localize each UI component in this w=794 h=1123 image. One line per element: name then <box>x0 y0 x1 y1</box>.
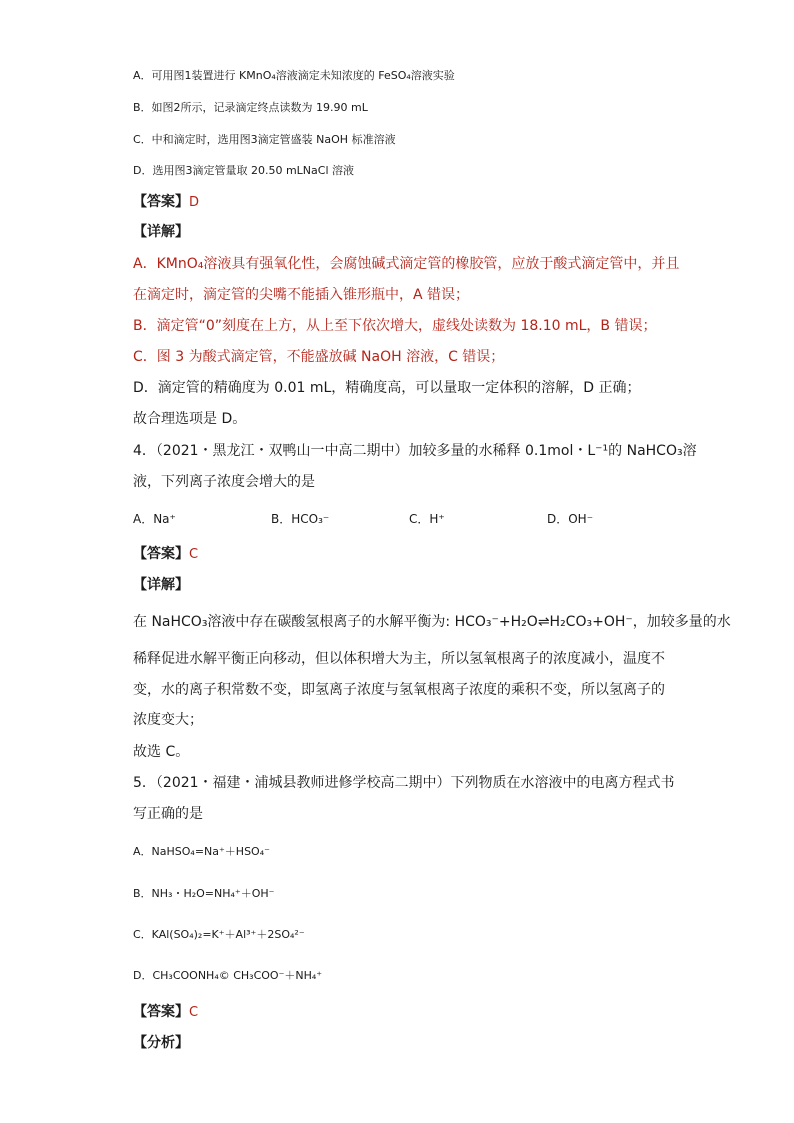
q4-option-c: C．H⁺ <box>409 512 445 526</box>
q3-detail-line-6: 故合理选项是 D。 <box>133 411 247 427</box>
q5-stem-line-2: 写正确的是 <box>133 806 203 822</box>
q4-stem-line-1: 4．（2021・黑龙江・双鸭山一中高二期中）加较多量的水稀释 0.1mol・L⁻¹的 NaHCO₃溶 <box>133 443 697 459</box>
q5-option-d: D．CH₃COONH₄© CH₃COO⁻＋NH₄⁺ <box>133 969 323 982</box>
q4-option-b: B．HCO₃⁻ <box>271 512 330 526</box>
q3-option-c: C．中和滴定时，选用图3滴定管盛装 NaOH 标准溶液 <box>133 133 396 146</box>
q4-option-d: D．OH⁻ <box>547 512 594 526</box>
q3-answer-value: D <box>189 195 200 210</box>
q5-option-a: A．NaHSO₄=Na⁺＋HSO₄⁻ <box>133 845 270 858</box>
q5-option-b: B．NH₃・H₂O=NH₄⁺＋OH⁻ <box>133 887 275 900</box>
q4-answer-row <box>133 544 198 565</box>
q4-answer-label: 【答案】 <box>133 546 189 562</box>
q3-option-b: B．如图2所示，记录滴定终点读数为 19.90 mL <box>133 101 368 114</box>
q3-option-a: A．可用图1装置进行 KMnO₄溶液滴定未知浓度的 FeSO₄溶液实验 <box>133 69 455 82</box>
q4-detail-label: 【详解】 <box>133 577 189 593</box>
q4-option-a: A．Na⁺ <box>133 512 176 526</box>
q3-detail-label: 【详解】 <box>133 224 189 240</box>
q5-stem-line-1: 5．（2021・福建・浦城县教师进修学校高二期中）下列物质在水溶液中的电离方程式书 <box>133 775 675 791</box>
q4-detail-line-1: 在 NaHCO₃溶液中存在碳酸氢根离子的水解平衡为: HCO₃⁻+H₂O⇌H₂CO₃+OH⁻，加较多量的水 <box>133 614 731 630</box>
q3-option-d: D．选用图3滴定管量取 20.50 mLNaCl 溶液 <box>133 164 354 177</box>
q3-answer-row <box>133 192 199 213</box>
q3-detail-line-3: B．滴定管“0”刻度在上方，从上至下依次增大，虚线处读数为 18.10 mL，B 错误； <box>133 318 657 334</box>
q5-option-c: C．KAl(SO₄)₂=K⁺＋Al³⁺＋2SO₄²⁻ <box>133 928 305 941</box>
q5-answer-row <box>133 1002 198 1023</box>
q4-stem-line-2: 液，下列离子浓度会增大的是 <box>133 474 315 490</box>
q3-detail-line-1: A．KMnO₄溶液具有强氧化性，会腐蚀碱式滴定管的橡胶管，应放于酸式滴定管中，并且 <box>133 256 680 272</box>
q5-answer-value: C <box>189 1005 199 1020</box>
q4-detail-line-5: 故选 C。 <box>133 744 190 760</box>
q4-detail-line-2: 稀释促进水解平衡正向移动，但以体积增大为主，所以氢氧根离子的浓度减小，温度不 <box>133 651 665 667</box>
q3-detail-line-4: C．图 3 为酸式滴定管，不能盛放碱 NaOH 溶液，C 错误； <box>133 349 505 365</box>
q4-answer-value: C <box>189 547 199 562</box>
q5-answer-label: 【答案】 <box>133 1004 189 1020</box>
q3-answer-label: 【答案】 <box>133 194 189 210</box>
q3-detail-line-2: 在滴定时，滴定管的尖嘴不能插入锥形瓶中，A 错误； <box>133 287 470 303</box>
q3-detail-line-5: D．滴定管的精确度为 0.01 mL，精确度高，可以量取一定体积的溶解，D 正确； <box>133 380 641 396</box>
q5-analysis-label: 【分析】 <box>133 1035 189 1051</box>
q4-detail-line-3: 变，水的离子积常数不变，即氢离子浓度与氢氧根离子浓度的乘积不变，所以氢离子的 <box>133 682 665 698</box>
q4-detail-line-4: 浓度变大； <box>133 712 203 728</box>
